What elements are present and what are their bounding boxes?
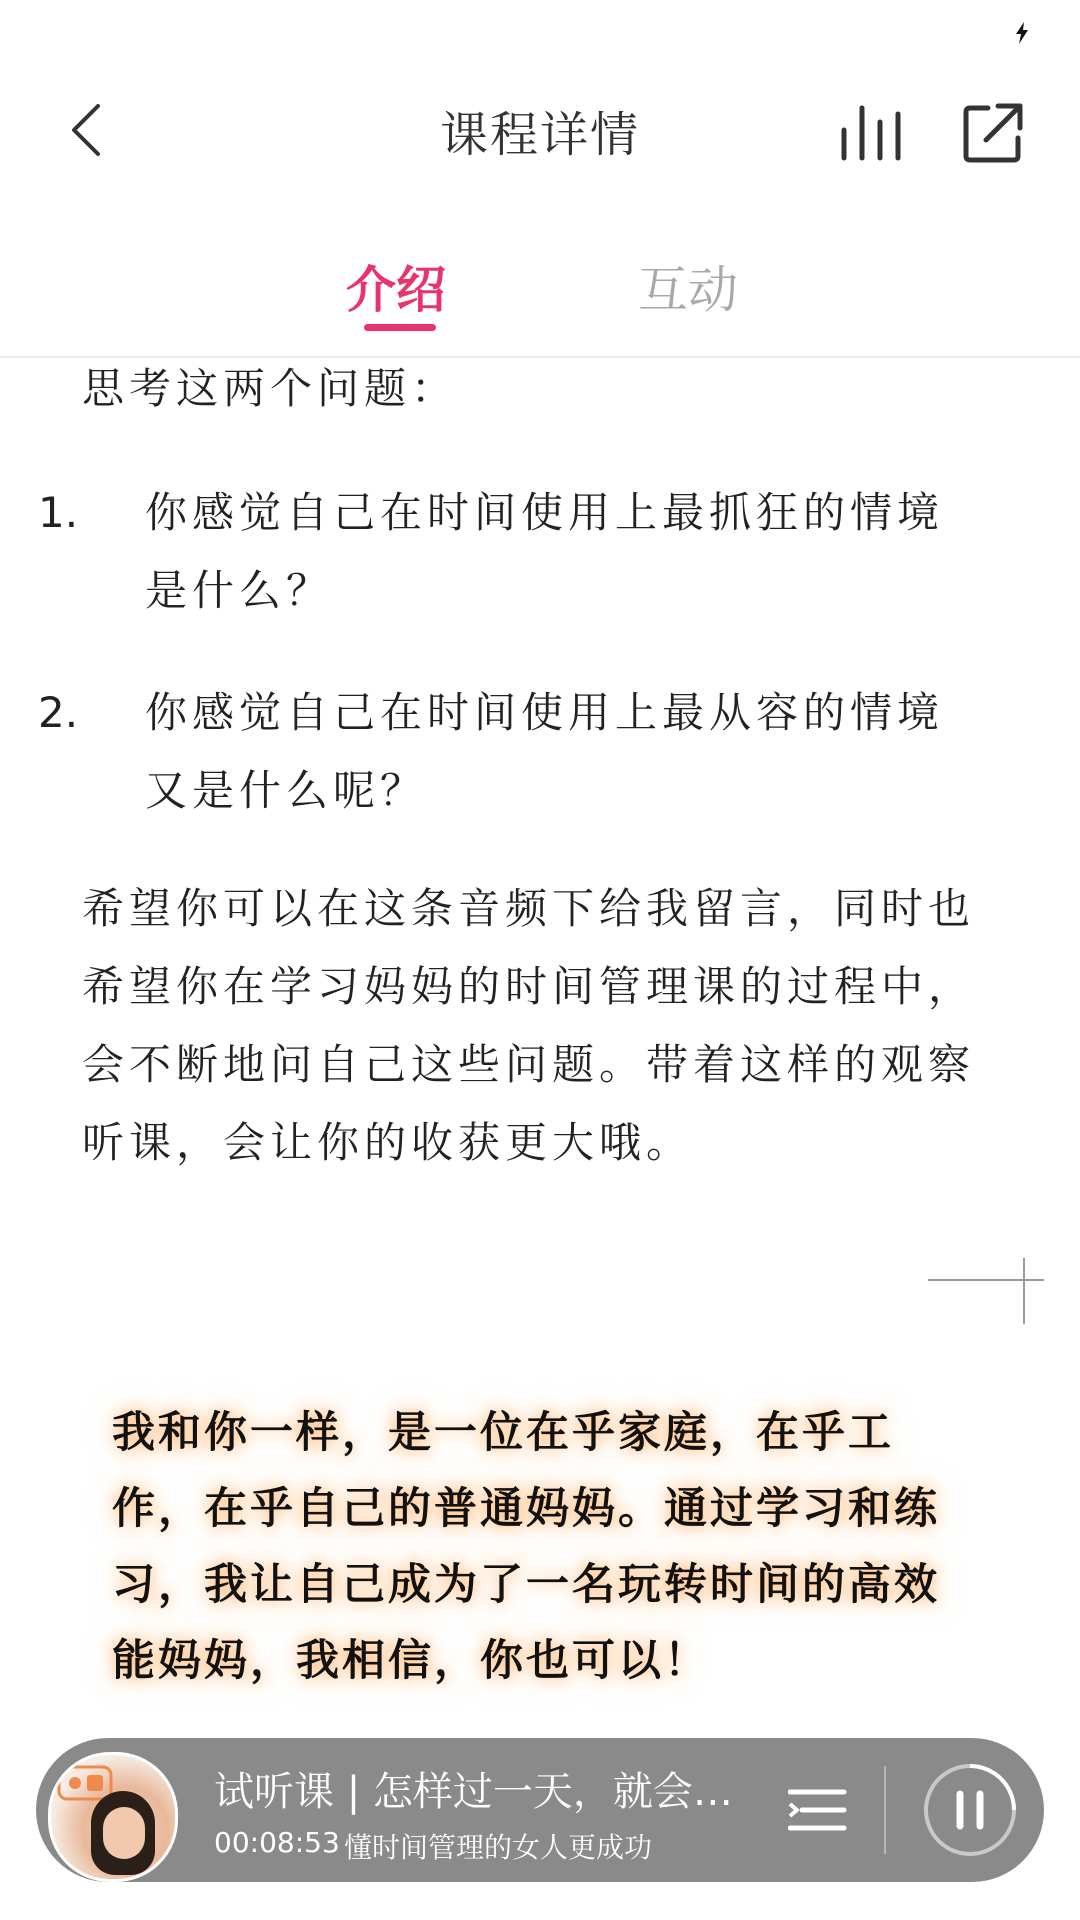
- playlist-button[interactable]: [788, 1780, 848, 1840]
- question-text: 你感觉自己在时间使用上最抓狂的情境是什么？: [145, 488, 945, 615]
- audio-bars-icon: [838, 100, 904, 166]
- playlist-icon: [788, 1780, 848, 1840]
- share-button[interactable]: [960, 100, 1026, 166]
- author-avatar[interactable]: [48, 1752, 178, 1882]
- status-bar: [0, 0, 1080, 70]
- tab-interaction[interactable]: 互动: [638, 261, 738, 319]
- share-external-icon: [960, 100, 1026, 166]
- page-title: 课程详情: [439, 107, 640, 163]
- track-subtitle: 懂时间管理的女人更成功: [344, 1831, 653, 1864]
- lead-text: 思考这两个问题：: [82, 364, 459, 413]
- question-number: 2.: [38, 688, 79, 737]
- active-tab-indicator: [364, 324, 436, 331]
- question-text: 你感觉自己在时间使用上最从容的情境又是什么呢？: [145, 688, 945, 815]
- player-divider: [884, 1766, 886, 1854]
- track-time: 00:08:53: [214, 1826, 340, 1859]
- tab-intro[interactable]: 介绍: [346, 261, 446, 319]
- audio-bars-button[interactable]: [838, 100, 904, 166]
- question-number: 1.: [38, 488, 79, 537]
- tab-bar: [0, 230, 1080, 358]
- pause-button[interactable]: [920, 1760, 1020, 1860]
- charging-bolt-icon: [1014, 22, 1030, 44]
- top-nav-bar: [0, 70, 1080, 190]
- body-paragraph: 希望你可以在这条音频下给我留言，同时也希望你在学习妈妈的时间管理课的过程中，会不断地问自己这些问题。带着这样的观察听课，会让你的收获更大哦。: [82, 884, 976, 1167]
- pause-icon: [920, 1760, 1020, 1860]
- track-title[interactable]: 试听课 | 怎样过一天，就会…: [214, 1769, 733, 1815]
- decorative-crosshair-icon: [928, 1258, 1048, 1328]
- portrait-face: [103, 1807, 145, 1859]
- highlight-quote: 我和你一样，是一位在乎家庭，在乎工作，在乎自己的普通妈妈。通过学习和练习，我让自己成为了一名玩转时间的高效能妈妈，我相信，你也可以！: [112, 1408, 940, 1686]
